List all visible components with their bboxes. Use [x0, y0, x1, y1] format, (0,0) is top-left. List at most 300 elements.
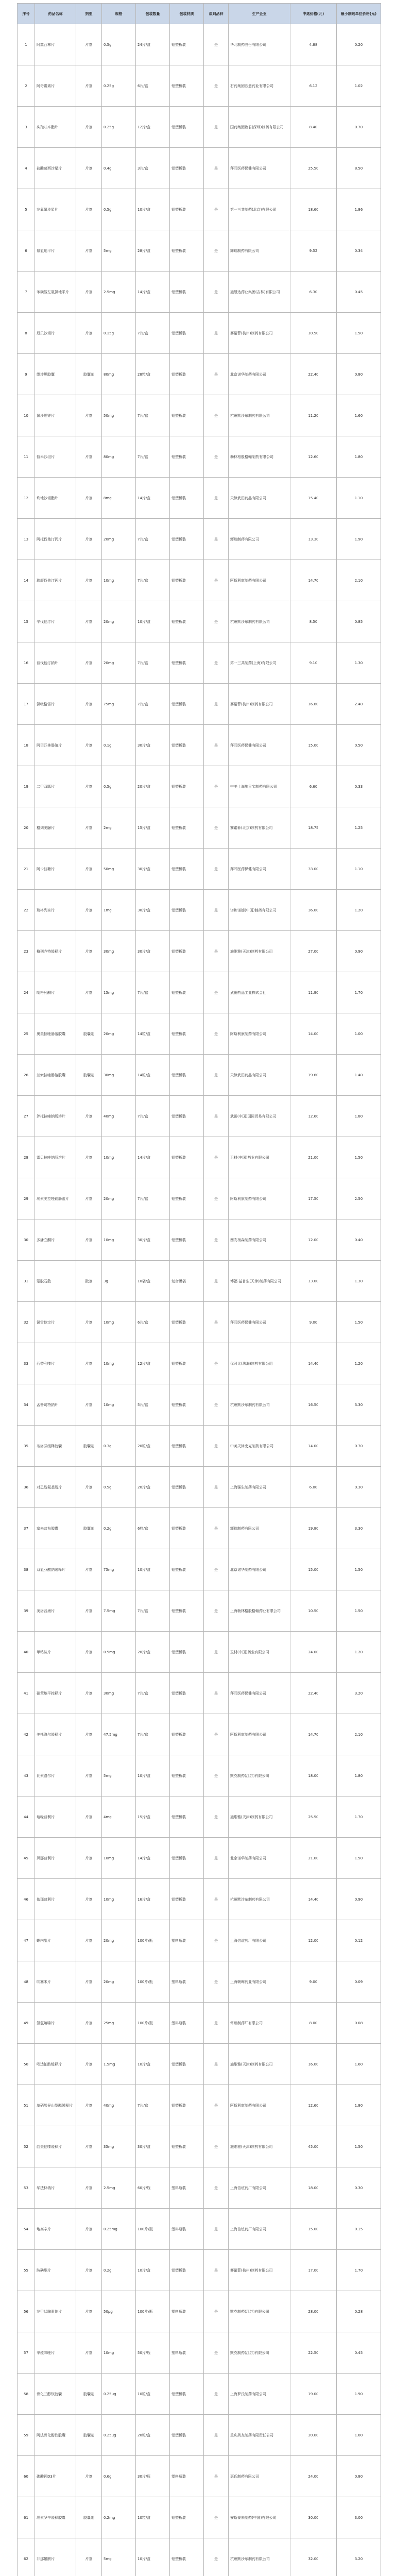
table-cell: 10袋/盒 [136, 1261, 170, 1302]
table-cell: 依那普利片 [35, 1879, 76, 1920]
table-cell: 6 [18, 230, 35, 272]
table-cell: 铝塑板装 [170, 972, 204, 1013]
table-cell: 10片/盒 [136, 2538, 170, 2576]
table-cell: 博福-益普生(天津)制药有限公司 [229, 1261, 290, 1302]
table-cell: 0.2mg [102, 2497, 136, 2538]
table-cell: 铝塑板装 [170, 272, 204, 313]
table-cell: 片剂 [76, 189, 102, 230]
table-cell: 32.00 [290, 2538, 337, 2576]
table-cell: 铝塑板装 [170, 354, 204, 395]
table-cell: 华法林钠片 [35, 2167, 76, 2209]
table-cell: 盐酸莫西沙星片 [35, 148, 76, 189]
table-cell: 50μg [102, 2291, 136, 2332]
table-cell: 是 [204, 1673, 229, 1714]
table-cell: 0.20 [337, 24, 381, 65]
table-cell: 上海信谊药厂有限公司 [229, 1920, 290, 1961]
table-cell: 10.50 [290, 313, 337, 354]
table-row [18, 1508, 381, 1549]
table-cell: 赛诺菲(杭州)制药有限公司 [229, 2250, 290, 2291]
table-cell: 培哚普利片 [35, 1797, 76, 1838]
table-cell: 20片/盒 [136, 766, 170, 807]
table-cell: 是 [204, 1467, 229, 1508]
table-cell: 华北制药股份有限公司 [229, 24, 290, 65]
table-cell: 是 [204, 1013, 229, 1055]
table-cell: 7片/盒 [136, 519, 170, 560]
table-body [18, 24, 381, 2576]
table-cell: 33.00 [290, 849, 337, 890]
table-cell: 10mg [102, 1219, 136, 1261]
table-cell: 片剂 [76, 2250, 102, 2291]
table-cell: 辉瑞制药有限公司 [229, 230, 290, 272]
table-cell: 20片/盒 [136, 1632, 170, 1673]
table-cell: 铝塑板装 [170, 1055, 204, 1096]
table-cell: 是 [204, 1096, 229, 1137]
table-cell: 15 [18, 601, 35, 642]
table-cell: 13 [18, 519, 35, 560]
table-cell: 10mg [102, 1137, 136, 1178]
table-cell: 1.20 [337, 1343, 381, 1384]
table-cell: 0.5g [102, 24, 136, 65]
table-cell: 杭州默沙东制药有限公司 [229, 1879, 290, 1920]
table-cell: 布洛芬缓释胶囊 [35, 1426, 76, 1467]
table-cell: 11.20 [290, 395, 337, 436]
table-cell: 片剂 [76, 2003, 102, 2044]
table-cell: 30片/盒 [136, 849, 170, 890]
table-cell: 1.50 [337, 1838, 381, 1879]
table-cell: 铝塑板装 [170, 478, 204, 519]
table-cell: 1.70 [337, 2250, 381, 2291]
table-cell: 默克制药(江苏)有限公司 [229, 2332, 290, 2374]
table-cell: 2.50 [337, 1178, 381, 1219]
table-row [18, 807, 381, 849]
table-cell: 铝塑板装 [170, 1714, 204, 1755]
table-cell: 18.60 [290, 189, 337, 230]
table-cell: 2.10 [337, 560, 381, 601]
table-cell: 是 [204, 1343, 229, 1384]
table-cell: 片剂 [76, 436, 102, 478]
table-cell: 0.25μg [102, 2374, 136, 2415]
table-cell: 铝塑板装 [170, 1797, 204, 1838]
table-cell: 14粒/盒 [136, 1013, 170, 1055]
table-cell: 头孢呋辛酯片 [35, 107, 76, 148]
table-cell: 是 [204, 1055, 229, 1096]
table-cell: 奥美拉唑肠溶胶囊 [35, 1013, 76, 1055]
table-row [18, 642, 381, 684]
table-cell: 27.00 [290, 931, 337, 972]
table-row [18, 2538, 381, 2576]
table-cell: 兰索拉唑肠溶胶囊 [35, 1055, 76, 1096]
table-cell: 14.00 [290, 1426, 337, 1467]
table-cell: 铝塑板装 [170, 1426, 204, 1467]
table-row [18, 1879, 381, 1920]
table-cell: 8.40 [290, 107, 337, 148]
table-cell: 2.5mg [102, 272, 136, 313]
table-cell: 1 [18, 24, 35, 65]
table-cell: 二甲双胍片 [35, 766, 76, 807]
table-cell: 1.80 [337, 1096, 381, 1137]
table-cell: 0.30 [337, 1467, 381, 1508]
table-cell: 甲巯咪唑片 [35, 2332, 76, 2374]
table-cell: 阿莫西林片 [35, 24, 76, 65]
table-cell: 0.33 [337, 766, 381, 807]
table-cell: 是 [204, 642, 229, 684]
table-cell: 铝塑板装 [170, 1508, 204, 1549]
table-cell: 片剂 [76, 2167, 102, 2209]
table-cell: 片剂 [76, 478, 102, 519]
table-cell: 拜耳医药保健有限公司 [229, 725, 290, 766]
table-row [18, 1797, 381, 1838]
table-cell: 100片/瓶 [136, 1920, 170, 1961]
table-cell: 8 [18, 313, 35, 354]
table-cell: 石药集团欧意药业有限公司 [229, 65, 290, 107]
table-cell: 10mg [102, 1302, 136, 1343]
table-cell: 14片/盒 [136, 272, 170, 313]
table-cell: 武田药品工业株式会社 [229, 972, 290, 1013]
table-cell: 30片/盒 [136, 725, 170, 766]
table-cell: 多潘立酮片 [35, 1219, 76, 1261]
table-cell: 是 [204, 2167, 229, 2209]
table-cell: 氨氯地平片 [35, 230, 76, 272]
table-cell: 40 [18, 1632, 35, 1673]
table-cell: 氯雷他定片 [35, 1302, 76, 1343]
table-cell: 国药集团致君(深圳)制药有限公司 [229, 107, 290, 148]
table-cell: 片剂 [76, 1879, 102, 1920]
table-cell: 1.70 [337, 972, 381, 1013]
table-cell: 施慧达药业集团(吉林)有限公司 [229, 272, 290, 313]
table-cell: 61 [18, 2497, 35, 2538]
table-cell: 铝塑板装 [170, 601, 204, 642]
table-cell: 3.20 [337, 1673, 381, 1714]
table-cell: 是 [204, 2497, 229, 2538]
table-cell: 14片/盒 [136, 1838, 170, 1879]
table-cell: 铝塑板装 [170, 313, 204, 354]
table-cell: 是 [204, 1755, 229, 1797]
table-row [18, 2250, 381, 2291]
table-cell: 铝塑板装 [170, 107, 204, 148]
table-cell: 5mg [102, 2538, 136, 2576]
table-cell: 100片/瓶 [136, 2003, 170, 2044]
table-cell: 是 [204, 1714, 229, 1755]
table-cell: 蒙脱石散 [35, 1261, 76, 1302]
table-row [18, 890, 381, 931]
table-cell: 格列美脲片 [35, 807, 76, 849]
table-cell: 塑料瓶装 [170, 2291, 204, 2332]
table-cell: 片剂 [76, 313, 102, 354]
table-cell: 厄贝沙坦片 [35, 313, 76, 354]
table-cell: 片剂 [76, 1838, 102, 1879]
table-cell: 6.60 [290, 766, 337, 807]
header-cell: 药品名称 [35, 4, 76, 24]
table-cell: 6片/盒 [136, 1302, 170, 1343]
table-cell: 片剂 [76, 642, 102, 684]
table-cell: 0.80 [337, 2456, 381, 2497]
table-cell: 10粒/盒 [136, 2497, 170, 2538]
table-cell: 是 [204, 725, 229, 766]
table-cell: 3片/盒 [136, 148, 170, 189]
table-cell: 30 [18, 1219, 35, 1261]
table-cell: 散剂 [76, 1261, 102, 1302]
table-cell: 18.75 [290, 807, 337, 849]
table-cell: 4.88 [290, 24, 337, 65]
table-cell: 3g [102, 1261, 136, 1302]
table-cell: 片剂 [76, 1673, 102, 1714]
table-cell: 20粒/盒 [136, 1426, 170, 1467]
table-cell: 10mg [102, 1838, 136, 1879]
table-cell: 是 [204, 931, 229, 972]
table-cell: 胶囊剂 [76, 2497, 102, 2538]
table-cell: 片剂 [76, 1343, 102, 1384]
table-cell: 11.90 [290, 972, 337, 1013]
table-cell: 12.60 [290, 436, 337, 478]
table-cell: 是 [204, 1261, 229, 1302]
table-cell: 片剂 [76, 601, 102, 642]
table-cell: 铝塑板装 [170, 189, 204, 230]
table-row [18, 766, 381, 807]
table-cell: 片剂 [76, 1714, 102, 1755]
table-row [18, 560, 381, 601]
table-cell: 上海罗氏制药有限公司 [229, 2374, 290, 2415]
table-cell: 5mg [102, 230, 136, 272]
table-cell: 1.02 [337, 65, 381, 107]
table-cell: 上海强生制药有限公司 [229, 1467, 290, 1508]
table-cell: 0.85 [337, 601, 381, 642]
table-cell: 是 [204, 766, 229, 807]
table-cell: 是 [204, 2415, 229, 2456]
table-cell: 7片/盒 [136, 642, 170, 684]
table-cell: 22.50 [290, 2332, 337, 2374]
table-cell: 骨化三醇软胶囊 [35, 2374, 76, 2415]
table-cell: 胶囊剂 [76, 1013, 102, 1055]
table-cell: 7片/盒 [136, 1714, 170, 1755]
table-cell: 5 [18, 189, 35, 230]
table-cell: 16.00 [290, 2044, 337, 2085]
table-cell: 铝塑板装 [170, 1302, 204, 1343]
table-cell: 19.60 [290, 1055, 337, 1096]
table-cell: 片剂 [76, 2291, 102, 2332]
header-cell: 序号 [18, 4, 35, 24]
table-cell: 4 [18, 148, 35, 189]
table-cell: 铝塑板装 [170, 2538, 204, 2576]
table-row [18, 189, 381, 230]
table-cell: 塑料瓶装 [170, 2167, 204, 2209]
table-cell: 0.34 [337, 230, 381, 272]
table-cell: 7片/盒 [136, 1096, 170, 1137]
table-cell: 美洛昔康片 [35, 1590, 76, 1632]
table-cell: 43 [18, 1755, 35, 1797]
table-cell: 25 [18, 1013, 35, 1055]
table-cell: 螺内酯片 [35, 1920, 76, 1961]
table-row [18, 1714, 381, 1755]
table-cell: 0.70 [337, 107, 381, 148]
table-cell: 片剂 [76, 2209, 102, 2250]
table-cell: 铝塑板装 [170, 931, 204, 972]
table-cell: 片剂 [76, 1632, 102, 1673]
table-cell: 胶囊剂 [76, 1426, 102, 1467]
table-cell: 重庆药友制药有限责任公司 [229, 2415, 290, 2456]
table-cell: 3.30 [337, 1508, 381, 1549]
table-cell: 1.20 [337, 1632, 381, 1673]
table-cell: 是 [204, 2209, 229, 2250]
table-cell: 阿司匹林肠溶片 [35, 725, 76, 766]
table-cell: 辉瑞制药有限公司 [229, 519, 290, 560]
table-cell: 铝塑板装 [170, 519, 204, 560]
table-cell: 0.5g [102, 189, 136, 230]
table-cell: 片剂 [76, 519, 102, 560]
table-cell: 46 [18, 1879, 35, 1920]
table-cell: 吲达帕胺缓释片 [35, 2044, 76, 2085]
table-cell: 安斯泰来制药(中国)有限公司 [229, 2497, 290, 2538]
table-cell: 4mg [102, 1797, 136, 1838]
table-cell: 片剂 [76, 395, 102, 436]
table-cell: 1.60 [337, 395, 381, 436]
table-cell: 1.5mg [102, 2044, 136, 2085]
table-cell: 31 [18, 1261, 35, 1302]
table-cell: 是 [204, 478, 229, 519]
table-row [18, 1590, 381, 1632]
table-cell: 上海信谊药厂有限公司 [229, 2209, 290, 2250]
table-cell: 泮托拉唑钠肠溶片 [35, 1096, 76, 1137]
table-cell: 1.70 [337, 1797, 381, 1838]
table-cell: 6片/盒 [136, 65, 170, 107]
table-row [18, 972, 381, 1013]
table-cell: 美托洛尔缓释片 [35, 1714, 76, 1755]
table-cell: 17 [18, 684, 35, 725]
table-cell: 22 [18, 890, 35, 931]
table-cell: 片剂 [76, 65, 102, 107]
table-cell: 是 [204, 1302, 229, 1343]
table-cell: 孟鲁司特钠片 [35, 1384, 76, 1426]
table-cell: 36 [18, 1467, 35, 1508]
table-cell: 瑞格列奈片 [35, 890, 76, 931]
table-cell: 75mg [102, 684, 136, 725]
table-cell: 1.10 [337, 478, 381, 519]
table-cell: 铝塑板装 [170, 2126, 204, 2167]
table-cell: 35 [18, 1426, 35, 1467]
table-row [18, 107, 381, 148]
table-cell: 武田(中国)国际贸易有限公司 [229, 1096, 290, 1137]
table-cell: 片剂 [76, 2085, 102, 2126]
table-cell: 48 [18, 1961, 35, 2003]
table-cell: 0.5g [102, 766, 136, 807]
table-cell: 24 [18, 972, 35, 1013]
table-cell: 坎地沙坦酯片 [35, 478, 76, 519]
table-cell: 18.00 [290, 1755, 337, 1797]
table-cell: 1.40 [337, 1055, 381, 1096]
table-cell: 5mg [102, 1755, 136, 1797]
table-cell: 0.3g [102, 1426, 136, 1467]
table-cell: 56 [18, 2291, 35, 2332]
table-cell: 是 [204, 890, 229, 931]
table-cell: 7片/盒 [136, 560, 170, 601]
table-cell: 19.80 [290, 1508, 337, 1549]
table-cell: 是 [204, 560, 229, 601]
table-cell: 28片/盒 [136, 230, 170, 272]
table-row [18, 849, 381, 890]
table-cell: 12.60 [290, 2085, 337, 2126]
table-cell: 60 [18, 2456, 35, 2497]
table-cell: 24片/盒 [136, 24, 170, 65]
table-cell: 是 [204, 2291, 229, 2332]
table-cell: 2.40 [337, 684, 381, 725]
table-cell: 38 [18, 1549, 35, 1590]
table-cell: 50mg [102, 395, 136, 436]
table-cell: 30.00 [290, 2497, 337, 2538]
table-cell: 拜耳医药保健有限公司 [229, 148, 290, 189]
table-cell: 25mg [102, 2003, 136, 2044]
table-cell: 42 [18, 1714, 35, 1755]
table-cell: 51 [18, 2085, 35, 2126]
table-cell: 20mg [102, 1013, 136, 1055]
table-cell: 片剂 [76, 1755, 102, 1797]
table-cell: 25.50 [290, 1797, 337, 1838]
table-cell: 埃索美拉唑镁肠溶片 [35, 1178, 76, 1219]
table-cell: 0.28 [337, 2291, 381, 2332]
table-cell: 是 [204, 354, 229, 395]
table-cell: 27 [18, 1096, 35, 1137]
table-cell: 0.25μg [102, 2415, 136, 2456]
table-cell: 40mg [102, 1096, 136, 1137]
table-cell: 地高辛片 [35, 2209, 76, 2250]
table-cell: 是 [204, 24, 229, 65]
table-cell: 20粒/盒 [136, 2415, 170, 2456]
table-row [18, 24, 381, 65]
table-cell: 7片/盒 [136, 1178, 170, 1219]
table-row [18, 1219, 381, 1261]
table-cell: 非那雄胺片 [35, 2538, 76, 2576]
table-cell: 7片/盒 [136, 1673, 170, 1714]
table-cell: 20 [18, 807, 35, 849]
table-cell: 左氧氟沙星片 [35, 189, 76, 230]
header-cell: 最小制剂单位价格(元) [337, 4, 381, 24]
table-cell: 是 [204, 436, 229, 478]
table-cell: 施维雅(天津)制药有限公司 [229, 931, 290, 972]
table-cell: 雷贝拉唑钠肠溶片 [35, 1137, 76, 1178]
table-cell: 片剂 [76, 1384, 102, 1426]
table-cell: 施维雅(天津)制药有限公司 [229, 2126, 290, 2167]
table-cell: 55 [18, 2250, 35, 2291]
table-cell: 氯沙坦钾片 [35, 395, 76, 436]
table-cell: 100片/瓶 [136, 2291, 170, 2332]
table-row [18, 2415, 381, 2456]
table-cell: 1.80 [337, 1755, 381, 1797]
table-cell: 0.15g [102, 313, 136, 354]
table-cell: 卫材(中国)药业有限公司 [229, 1137, 290, 1178]
table-cell: 35mg [102, 2126, 136, 2167]
table-cell: 阿斯利康制药有限公司 [229, 1013, 290, 1055]
table-cell: 诺和诺德(中国)制药有限公司 [229, 890, 290, 931]
table-row [18, 1261, 381, 1302]
table-cell: 15.00 [290, 725, 337, 766]
table-cell: 铝塑板装 [170, 807, 204, 849]
table-cell: 铝塑板装 [170, 1755, 204, 1797]
table-cell: 铝塑板装 [170, 1467, 204, 1508]
table-cell: 100片/瓶 [136, 2209, 170, 2250]
table-cell: 0.70 [337, 1426, 381, 1467]
table-cell: 10粒/盒 [136, 2374, 170, 2415]
table-cell: 2.10 [337, 1714, 381, 1755]
table-cell: 24.00 [290, 1632, 337, 1673]
table-cell: 甲钴胺片 [35, 1632, 76, 1673]
table-cell: 50 [18, 2044, 35, 2085]
table-cell: 塑料瓶装 [170, 2209, 204, 2250]
table-header-row [18, 4, 381, 24]
table-cell: 片剂 [76, 972, 102, 1013]
table-cell: 0.25g [102, 107, 136, 148]
table-row [18, 230, 381, 272]
table-row [18, 1961, 381, 2003]
table-cell: 阿斯利康制药有限公司 [229, 1714, 290, 1755]
table-cell: 片剂 [76, 2332, 102, 2374]
